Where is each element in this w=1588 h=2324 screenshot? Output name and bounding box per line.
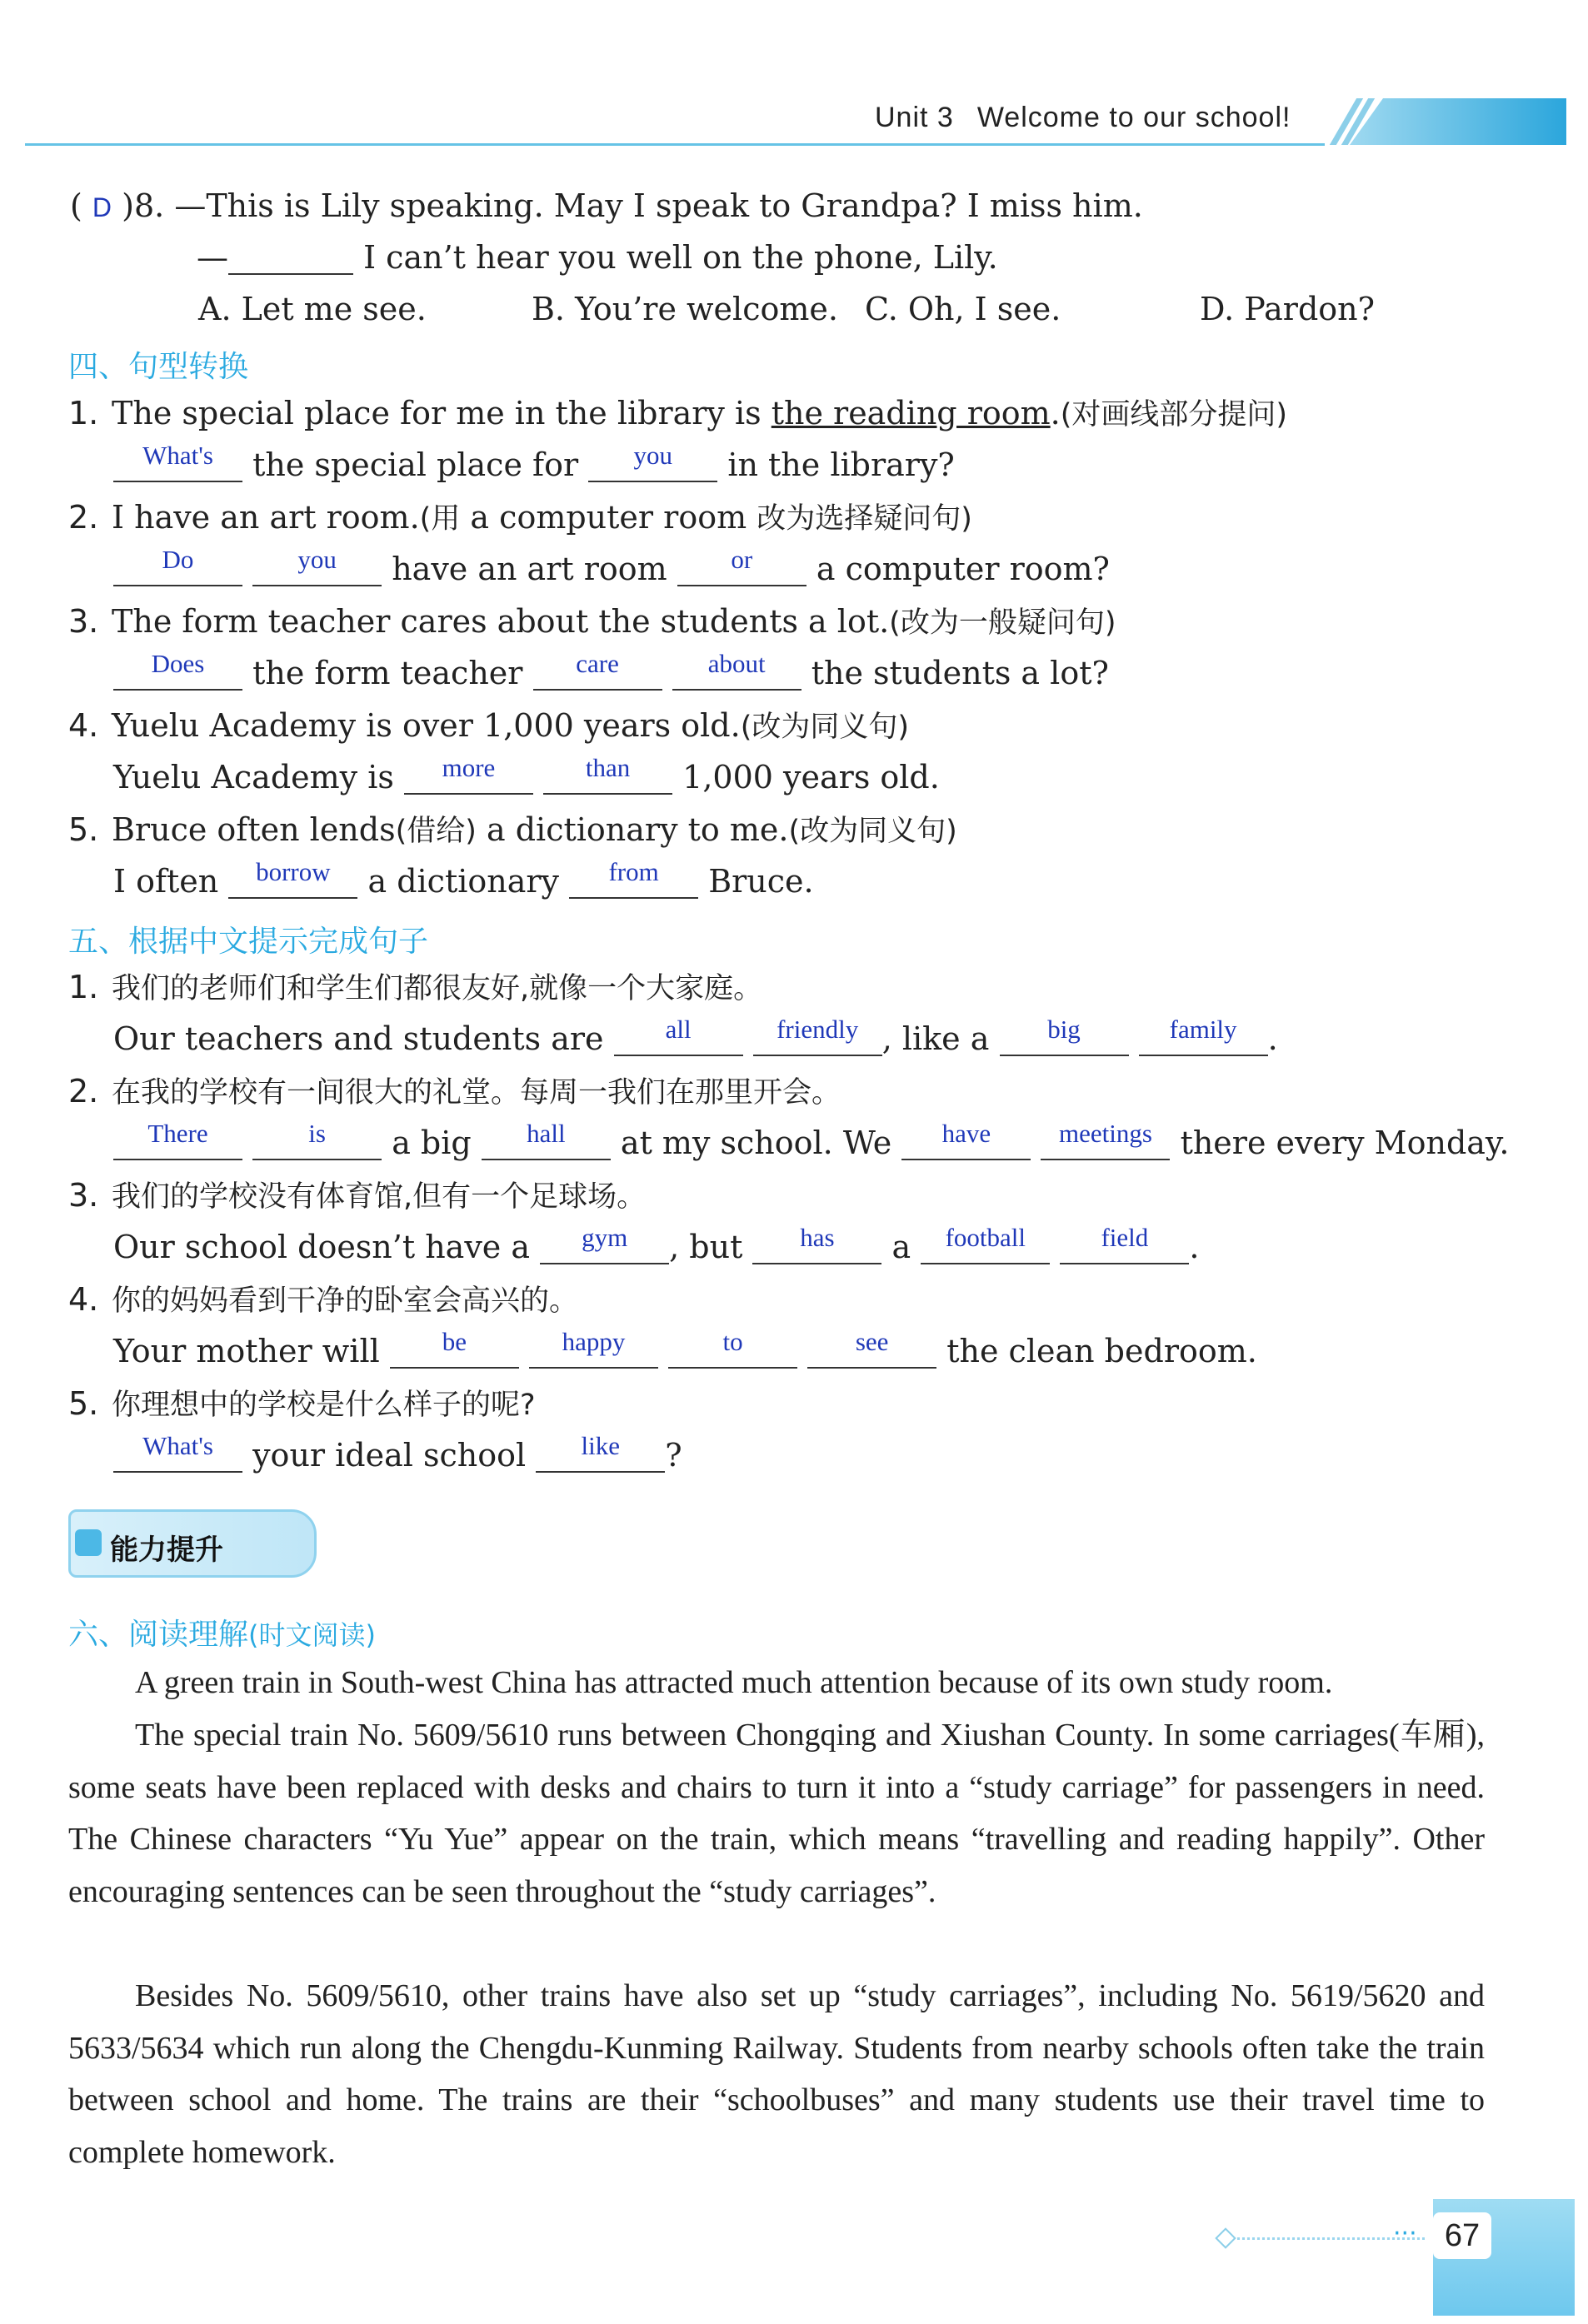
- s5-item3-zh: 3. 我们的学校没有体育馆,但有一个足球场。: [68, 1177, 647, 1214]
- diamond-icon: [1215, 2227, 1236, 2248]
- answer-blank: you: [588, 449, 717, 482]
- q8-line2: — I can’t hear you well on the phone, Lily.: [197, 239, 998, 276]
- s4-item1-prompt: 1. The special place for me in the library is the reading room.(对画线部分提问): [68, 395, 1288, 431]
- answer-blank: [228, 242, 353, 275]
- answer-blank: or: [677, 553, 806, 586]
- answer-blank: Does: [113, 657, 242, 691]
- s4-item4-prompt: 4. Yuelu Academy is over 1,000 years old.(改为同义句): [68, 707, 910, 744]
- answer-blank: about: [672, 657, 801, 691]
- answer-blank: happy: [529, 1335, 658, 1369]
- s4-item5-prompt: 5. Bruce often lends(借给) a dictionary to me.(改为同义句): [68, 811, 957, 848]
- header-rule: [25, 143, 1325, 146]
- answer-blank: big: [1000, 1023, 1129, 1056]
- answer-blank: Do: [113, 553, 242, 586]
- q8-line1: ( D )8. —This is Lily speaking. May I speak to Grandpa? I miss him.: [70, 187, 1143, 224]
- answer-blank: like: [536, 1439, 665, 1473]
- answer-blank: is: [252, 1127, 382, 1160]
- answer-blank: hall: [482, 1127, 611, 1160]
- reading-paragraph-1: A green train in South-west China has attracted much attention because of its own study room.: [135, 1665, 1333, 1700]
- answer-blank: all: [614, 1023, 743, 1056]
- s5-item4-answer: Your mother will $^{be}$ $^{happy}$ $^{to}$ $^{see}$ the clean bedroom.: [113, 1327, 1257, 1369]
- s4-item2-prompt: 2. I have an art room.(用 a computer room 改为选择疑问句): [68, 499, 972, 536]
- answer-blank: There: [113, 1127, 242, 1160]
- s4-item2-answer: $^{Do}$ $^{you}$ have an art room $^{or}$ a computer room?: [113, 553, 1110, 586]
- answer-blank: has: [752, 1231, 881, 1264]
- q8-option-a: A. Let me see.: [198, 291, 427, 327]
- s5-item3-answer: Our school doesn’t have a $^{gym}$ , but $^{has}$ a $^{football}$ $^{field}$ .: [113, 1223, 1200, 1265]
- answer-blank: care: [533, 657, 662, 691]
- s5-item1-zh: 1. 我们的老师们和学生们都很友好,就像一个大家庭。: [68, 969, 763, 1005]
- star-icon: [75, 1529, 102, 1556]
- answer-blank: you: [252, 553, 382, 586]
- ability-banner-label: 能力提升: [110, 1534, 223, 1567]
- answer-blank: meetings: [1041, 1127, 1170, 1160]
- section6-title: 六、阅读理解(时文阅读): [68, 1618, 376, 1652]
- answer-blank: What's: [113, 1439, 242, 1473]
- s5-item4-zh: 4. 你的妈妈看到干净的卧室会高兴的。: [68, 1281, 579, 1318]
- header-band: [1350, 98, 1566, 145]
- answer-blank: be: [390, 1335, 519, 1369]
- s5-item5-answer: $^{What's}$ your ideal school $^{like}$ ?: [113, 1439, 682, 1473]
- page-number: 67: [1433, 2212, 1491, 2259]
- s5-item2-zh: 2. 在我的学校有一间很大的礼堂。每周一我们在那里开会。: [68, 1073, 841, 1110]
- q8-option-d: D. Pardon?: [1200, 291, 1376, 327]
- q8-option-b: B. You’re welcome.: [532, 291, 838, 327]
- header-unit: Unit 3: [875, 102, 954, 133]
- s4-item3-answer: $^{Does}$ the form teacher $^{care}$ $^{about}$ the students a lot?: [113, 657, 1109, 691]
- answer-blank: see: [807, 1335, 936, 1369]
- section4-title: 四、句型转换: [68, 350, 249, 384]
- answer-blank: friendly: [753, 1023, 882, 1056]
- answer-blank: than: [543, 761, 672, 795]
- header-unit-title: Welcome to our school!: [976, 102, 1291, 133]
- q8-text: —This is Lily speaking. May I speak to Grandpa? I miss him.: [174, 187, 1143, 224]
- s4-item5-answer: I often $^{borrow}$ a dictionary $^{from}$ Bruce.: [113, 857, 814, 900]
- s5-item1-answer: Our teachers and students are $^{all}$ $^{friendly}$ , like a $^{big}$ $^{family}$ .: [113, 1015, 1278, 1057]
- answer-blank: football: [921, 1231, 1050, 1264]
- s4-item3-prompt: 3. The form teacher cares about the students a lot.(改为一般疑问句): [68, 603, 1116, 640]
- s5-item5-zh: 5. 你理想中的学校是什么样子的呢?: [68, 1385, 536, 1422]
- answer-blank: family: [1139, 1023, 1268, 1056]
- reading-paragraph-3: Besides No. 5609/5610, other trains have also set up “study carriages”, including No. 5619/5620 and 5633/5634 which run along the Chengdu-Kunming Railway. Students from nearby schools often take the train between school and home. The trains are their “schoolbuses” and many students use their travel time to complete homework.: [68, 1978, 1485, 2170]
- s5-item2-answer: $^{There}$ $^{is}$ a big $^{hall}$ at my school. We $^{have}$ $^{meetings}$ there every Monday.: [113, 1127, 1509, 1160]
- answer-blank: borrow: [228, 865, 357, 899]
- q8-option-c: C. Oh, I see.: [865, 291, 1061, 327]
- answer-blank: have: [901, 1127, 1031, 1160]
- answer-blank: field: [1060, 1231, 1189, 1264]
- section5-title: 五、根据中文提示完成句子: [68, 925, 429, 959]
- answer-blank: What's: [113, 449, 242, 482]
- header-title: [875, 102, 1291, 134]
- footer-ellipsis: ···: [1393, 2219, 1417, 2248]
- s4-item1-answer: $^{What's}$ the special place for $^{you}$ in the library?: [113, 449, 955, 482]
- answer-blank: to: [668, 1335, 797, 1369]
- s4-item4-answer: Yuelu Academy is $^{more}$ $^{than}$ 1,000 years old.: [113, 753, 940, 795]
- q8-answer: D: [92, 192, 112, 222]
- underlined-phrase: the reading room: [771, 395, 1051, 431]
- answer-blank: more: [404, 761, 533, 795]
- reading-paragraph-2: The special train No. 5609/5610 runs between Chongqing and Xiushan County. In some carriages(车厢), some seats have been replaced with desks and chairs to turn it into a “study carriage” for passengers in need. The Chinese characters “Yu Yue” appear on the train, which means “travelling and reading happily”. Other encouraging sentences can be seen throughout the “study carriages”.: [68, 1718, 1485, 1909]
- answer-blank: gym: [540, 1231, 669, 1264]
- answer-blank: from: [569, 865, 698, 899]
